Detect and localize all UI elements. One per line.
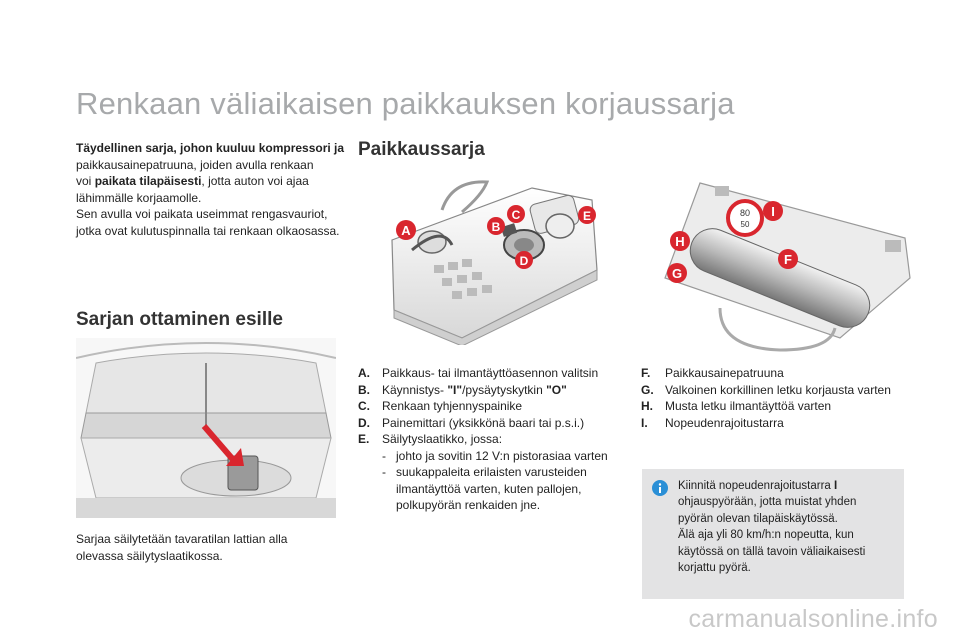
intro-para: Sen avulla voi paikata useimmat rengasvauriot, jotka ovat kulutuspinnalla tai renkaan olkaosassa. <box>76 207 340 238</box>
callout-c <box>507 205 525 223</box>
list-item: C. Renkaan tyhjennyspainike <box>358 399 523 413</box>
parts-list-right <box>641 365 911 431</box>
list-item: F. Paikkausainepatruuna <box>641 366 784 380</box>
svg-text:C: C <box>511 208 521 222</box>
intro-lead: Täydellinen sarja, johon kuuluu kompressori ja <box>76 141 345 155</box>
callout-e <box>578 206 596 224</box>
page-title: Renkaan väliaikaisen paikkauksen korjaussarja <box>76 86 735 121</box>
list-item: A. Paikkaus- tai ilmantäyttöasennon valitsin <box>358 366 599 380</box>
note-text: Kiinnitä nopeudenrajoitustarra I ohjauspyörään, jotta muistat yhden pyörän olevan tilapäiskäytössä. <box>678 480 857 525</box>
section-heading-take-out: Sarjan ottaminen esille <box>76 309 283 330</box>
intro-line: paikkausainepatruuna, joiden avulla renkaan <box>76 157 314 172</box>
info-icon <box>652 480 668 496</box>
svg-text:A: A <box>401 223 411 238</box>
svg-text:D: D <box>519 254 529 268</box>
callout-b <box>487 217 505 235</box>
callout-g <box>667 263 687 283</box>
storage-caption: Sarjaa säilytetään tavaratilan lattian alla olevassa säilytyslaatikossa. <box>76 532 288 563</box>
svg-text:B: B <box>491 220 501 234</box>
svg-text:G: G <box>671 266 683 281</box>
list-item: H. Musta letku ilmantäyttöä varten <box>641 399 832 413</box>
list-item: E. Säilytyslaatikko, jossa: <box>358 432 503 446</box>
svg-text:I: I <box>771 204 775 219</box>
list-item: G. Valkoinen korkillinen letku korjausta varten <box>641 382 891 397</box>
list-item: B. Käynnistys- "I"/pysäytyskytkin "O" <box>358 382 567 397</box>
callout-i <box>763 201 783 221</box>
svg-text:50: 50 <box>740 220 750 229</box>
list-item: I. Nopeudenrajoitustarra <box>641 415 784 430</box>
intro-bold: paikata tilapäisesti <box>94 174 202 188</box>
cartridge-illustration <box>660 178 918 353</box>
intro-text <box>76 140 346 239</box>
intro-line: lähimmälle korjaamolle. <box>76 190 202 205</box>
note-text: Älä aja yli 80 km/h:n nopeutta, kun käytössä on tällä tavoin väliaikaisesti korjattu pyörä. <box>678 529 866 575</box>
speed-sticker <box>728 201 762 235</box>
info-note <box>642 469 904 599</box>
callout-d <box>515 251 533 269</box>
svg-text:F: F <box>784 252 792 267</box>
compressor-illustration <box>382 170 607 345</box>
parts-list-left <box>358 365 628 514</box>
svg-text:80: 80 <box>739 208 751 218</box>
list-subitem: - johto ja sovitin 12 V:n pistorasiaa varten <box>382 448 608 463</box>
list-subitem: - suukappaleita erilaisten varusteiden ilmantäyttöä varten, kuten pallojen, polkupyörän renkaiden jne. <box>382 465 587 512</box>
watermark: carmanualsonline.info <box>688 605 938 633</box>
trunk-illustration <box>76 338 336 518</box>
callout-h <box>670 231 690 251</box>
intro-line: voi paikata tilapäisesti, jotta auton voi ajaa <box>76 174 309 188</box>
callout-f <box>778 249 798 269</box>
svg-text:E: E <box>582 209 592 223</box>
callout-a <box>396 220 416 240</box>
section-heading-kit: Paikkaussarja <box>358 139 485 160</box>
svg-text:H: H <box>675 234 685 249</box>
list-item: D. Painemittari (yksikkönä baari tai p.s.i.) <box>358 415 585 430</box>
